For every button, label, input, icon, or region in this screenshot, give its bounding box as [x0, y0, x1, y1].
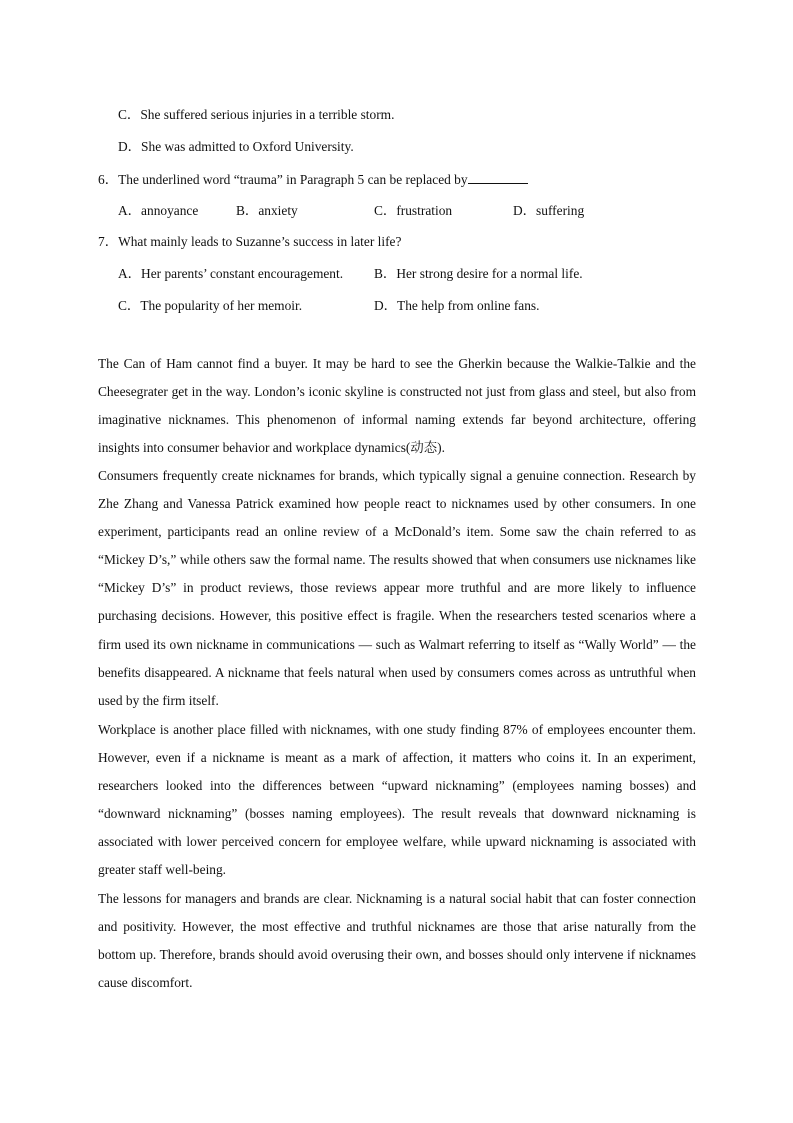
passage-paragraph-1: The Can of Ham cannot find a buyer. It may be hard to see the Gherkin because the Walkie-Talkie and the Cheesegrater get in the way. London’s iconic skyline is constructed not just from glass and steel, but also from imaginative nicknames. This phenomenon of informal naming extends far beyond architecture, offering insights into consumer behavior and workplace dynamics(动态).: [98, 356, 696, 456]
q6-option-d: D．suffering: [513, 203, 585, 218]
q6-option-b: B．anxiety: [236, 203, 298, 218]
q6-stem-text: 6．The underlined word “trauma” in Paragraph 5 can be replaced by: [98, 172, 468, 187]
q5-option-c: C．She suffered serious injuries in a terrible storm.: [118, 107, 395, 122]
q6-option-c: C．frustration: [374, 203, 453, 218]
q7-option-c: C．The popularity of her memoir.: [118, 298, 303, 313]
q5-option-d: D．She was admitted to Oxford University.: [118, 139, 354, 154]
q7-option-b: B．Her strong desire for a normal life.: [374, 266, 583, 281]
passage-paragraph-2: Consumers frequently create nicknames for brands, which typically signal a genuine connection. Research by Zhe Zhang and Vanessa Patrick examined how people react to nicknames used by other consumers. In one experiment, participants read an online review of a McDonald’s item. Some saw the chain referred to as “Mickey D’s,” while others saw the formal name. The results showed that when consumers use nicknames like “Mickey D’s” in product reviews, those reviews appear more truthful and are more likely to influence purchasing decisions. However, this positive effect is fragile. When the researchers tested scenarios where a firm used its own nickname in communications — such as Walmart referring to itself as “Wally World” — the benefits disappeared. A nickname that feels natural when used by consumers comes across as untruthful when used by the firm itself.: [98, 468, 696, 708]
q6-stem: [98, 171, 528, 188]
q7-option-a: A．Her parents’ constant encouragement.: [118, 266, 344, 281]
passage-paragraph-4: The lessons for managers and brands are clear. Nicknaming is a natural social habit that can foster connection and positivity. However, the most effective and truthful nicknames are those that arise naturally from the bottom up. Therefore, brands should avoid overusing their own, and bosses should only intervene if nicknames cause discomfort.: [98, 891, 696, 991]
passage-paragraph-3: Workplace is another place filled with nicknames, with one study finding 87% of employees encounter them. However, even if a nickname is meant as a mark of affection, it matters who coins it. In an experiment, researchers looked into the differences between “upward nicknaming” (employees naming bosses) and “downward nicknaming” (bosses naming employees). The result reveals that downward nicknaming is associated with lower perceived concern for employee welfare, while upward nicknaming is associated with greater staff well-being.: [98, 722, 696, 878]
q7-stem: 7．What mainly leads to Suzanne’s success in later life?: [98, 234, 402, 249]
answer-blank: [468, 171, 528, 184]
q7-option-d: D．The help from online fans.: [374, 298, 540, 313]
q6-option-a: A．annoyance: [118, 203, 199, 218]
